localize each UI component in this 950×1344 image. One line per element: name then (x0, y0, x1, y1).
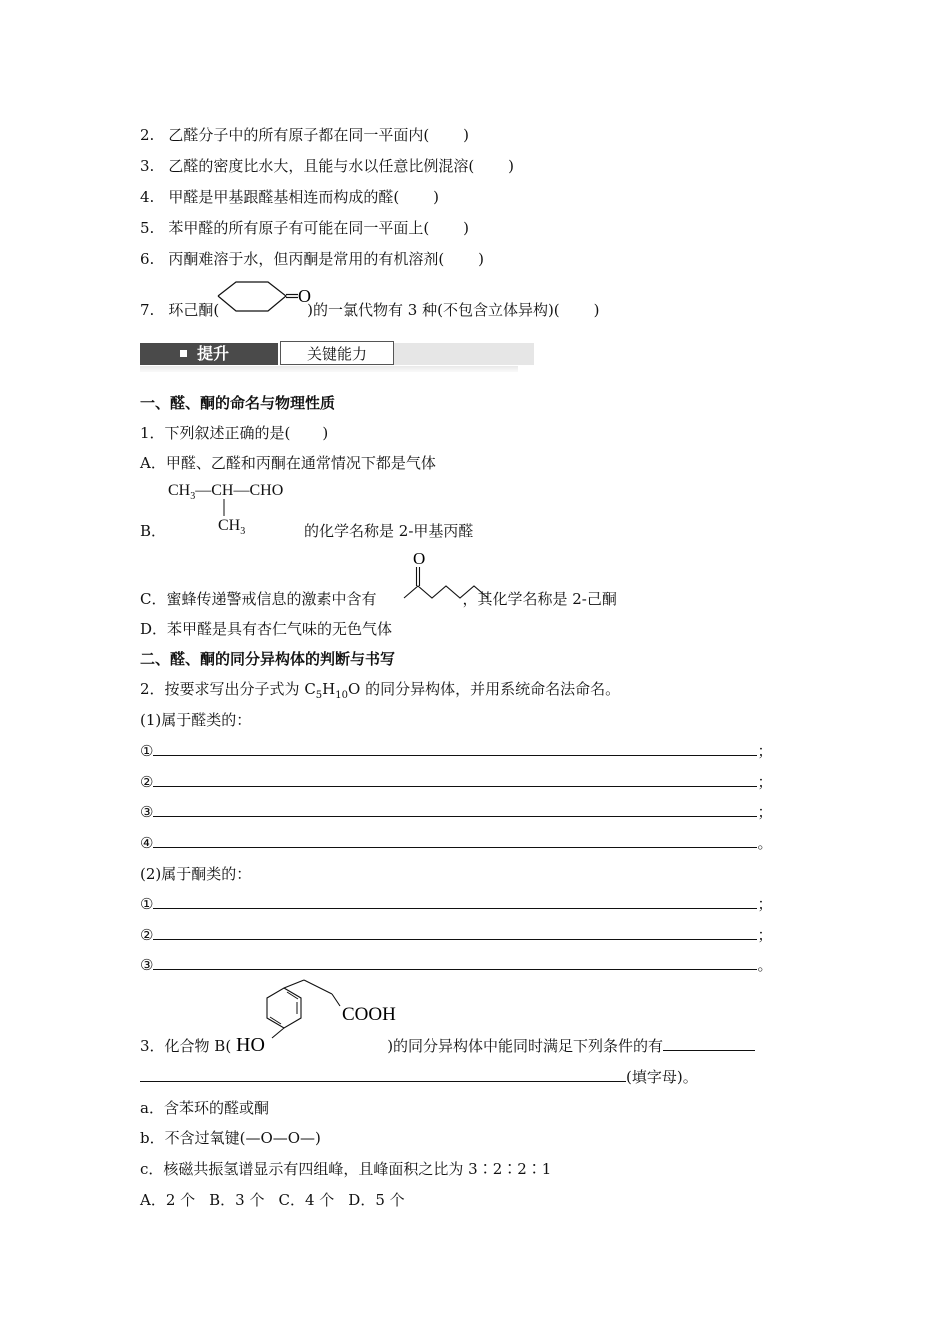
q3-option-c: C．4 个 (278, 1191, 335, 1209)
judge-item-7: 7. 环己酮( )的一氯代物有 3 种(不包含立体异构)( ) (140, 301, 600, 319)
banner-title: 关键能力 (280, 341, 394, 365)
q1-formula-bond (222, 499, 226, 517)
hexanone-oxygen: O (413, 549, 426, 568)
q3-options (140, 1190, 405, 1210)
answer-blank[interactable] (663, 1036, 755, 1051)
q3-condition-c: c．核磁共振氢谱显示有四组峰，且峰面积之比为 3∶2∶2∶1 (140, 1160, 552, 1178)
section-banner (140, 340, 518, 372)
q3-stem: 3．化合物 B( )的同分异构体中能同时满足下列条件的有 (140, 1036, 755, 1056)
q2-aldehyde-answer-1: ① ； (140, 742, 773, 760)
q2-aldehyde-answer-4: ④ 。 (140, 834, 773, 852)
answer-blank[interactable] (153, 802, 757, 817)
q3-option-b: B．3 个 (209, 1191, 265, 1209)
q2-aldehyde-answer-3: ③ ； (140, 803, 773, 821)
section1-title: 一、醛、酮的命名与物理性质 (140, 394, 336, 412)
judge-item-6: 6. 丙酮难溶于水，但丙酮是常用的有机溶剂( ) (140, 250, 485, 268)
q3-condition-b: b．不含过氧键(—O—O—) (140, 1129, 321, 1147)
q2-ketone-answer-3: ③ 。 (140, 956, 773, 974)
cyclohexanone-oxygen: O (298, 286, 311, 306)
q1-option-a: A．甲醛、乙醛和丙酮在通常情况下都是气体 (140, 454, 436, 472)
q1-option-b: B． 的化学名称是 2-甲基丙醛 (140, 522, 474, 540)
answer-blank[interactable] (153, 741, 757, 756)
judge-item-3: 3. 乙醛的密度比水大，且能与水以任意比例混溶( ) (140, 157, 515, 175)
judge-item-5: 5. 苯甲醛的所有原子有可能在同一平面上( ) (140, 219, 470, 237)
answer-blank[interactable] (153, 894, 757, 909)
hexanone-skeletal (404, 548, 494, 604)
compound-b-ho: HO (236, 1034, 265, 1056)
q1-formula-branch: $CH_3$ (218, 517, 246, 538)
q3-option-d: D．5 个 (348, 1191, 405, 1209)
answer-blank[interactable] (153, 925, 757, 940)
q1-stem: 1．下列叙述正确的是( ) (140, 424, 329, 442)
q2-part1: (1)属于醛类的： (140, 711, 252, 729)
q1-option-d: D．苯甲醛是具有杏仁气味的无色气体 (140, 620, 393, 638)
answer-blank[interactable] (140, 1067, 626, 1082)
q3-stem-line2: (填字母)。 (140, 1067, 698, 1087)
answer-blank[interactable] (153, 955, 757, 970)
judge-item-4: 4. 甲醛是甲基跟醛基相连而构成的醛( ) (140, 188, 440, 206)
q2-stem: 2．按要求写出分子式为 $C_5H_{10}O$ 的同分异构体，并用系统命名法命名。 (140, 680, 621, 701)
q2-ketone-answer-1: ① ； (140, 895, 773, 913)
q3-condition-a: a．含苯环的醛或酮 (140, 1099, 269, 1117)
q1-option-c: C．蜜蜂传递警戒信息的激素中含有 ，其化学名称是 2-己酮 (140, 590, 617, 608)
judge-item-2: 2. 乙醛分子中的所有原子都在同一平面内( ) (140, 126, 470, 144)
banner-tag: 提升 (140, 343, 278, 365)
q2-ketone-answer-2: ② ； (140, 926, 773, 944)
compound-b-cooh: COOH (342, 1004, 396, 1025)
answer-blank[interactable] (153, 772, 757, 787)
section2-title: 二、醛、酮的同分异构体的判断与书写 (140, 650, 396, 668)
q2-part2: (2)属于酮类的： (140, 865, 252, 883)
q1-formula-main: $CH_3—CH—CHO$ (168, 482, 284, 503)
q3-option-a: A．2 个 (140, 1191, 196, 1209)
q2-aldehyde-answer-2: ② ； (140, 773, 773, 791)
answer-blank[interactable] (153, 833, 757, 848)
cyclohexanone-structure (218, 280, 318, 320)
